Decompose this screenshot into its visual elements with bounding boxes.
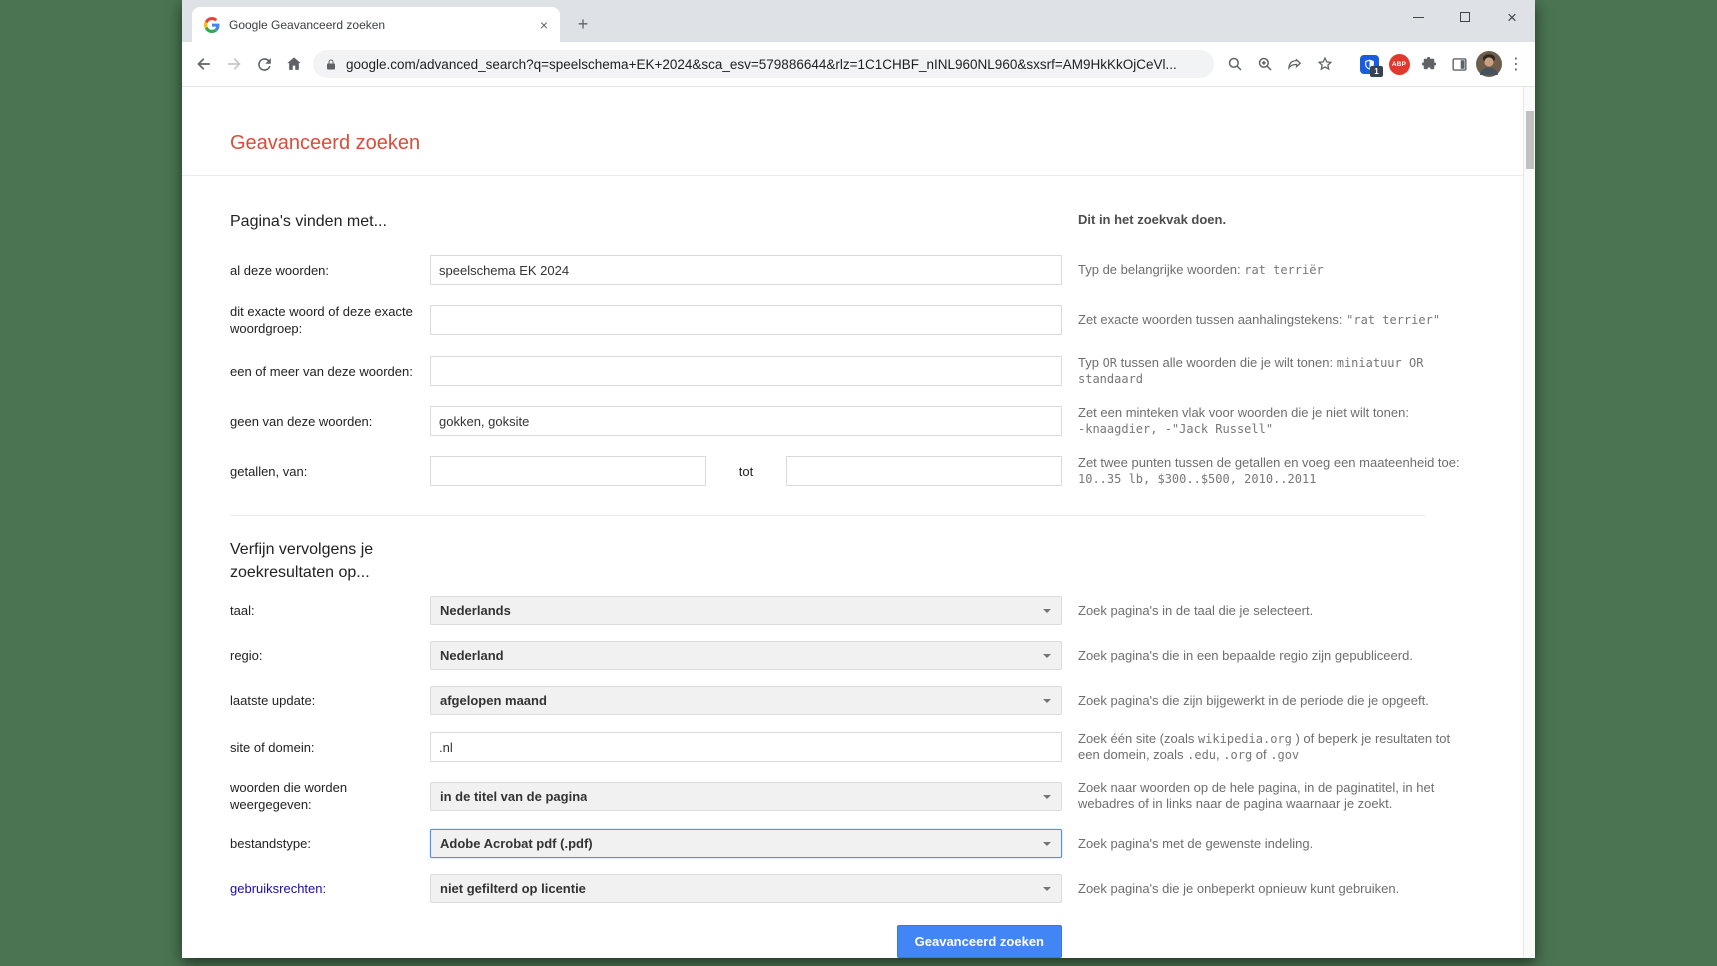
minimize-icon	[1413, 17, 1424, 18]
help-text-part: Zoek pagina's die zijn bijgewerkt in de periode die je opgeeft.	[1078, 692, 1429, 708]
extensions-cluster	[1354, 49, 1528, 79]
form-row-regio	[230, 641, 1471, 670]
refine-section-heading: Verfijn vervolgens je zoekresultaten op...	[230, 541, 374, 581]
form-row-woorden-weergegeven	[230, 779, 1471, 813]
help-text-part: of	[1252, 747, 1271, 762]
help-code: .gov	[1270, 748, 1300, 762]
section-divider	[230, 515, 1425, 516]
form-row-bestandstype	[230, 829, 1471, 858]
tab-title: Google Geavanceerd zoeken	[229, 17, 386, 32]
help-text-part: Zoek pagina's die je onbeperkt opnieuw kunt gebruiken.	[1078, 880, 1400, 896]
side-panel-icon[interactable]	[1444, 49, 1474, 79]
bitwarden-extension-icon[interactable]	[1354, 49, 1384, 79]
input-een-of-meer-woorden[interactable]	[430, 356, 1062, 386]
help-text-part: Zoek pagina's die in een bepaalde regio zijn gepubliceerd.	[1078, 647, 1413, 663]
profile-avatar[interactable]	[1474, 49, 1504, 79]
help-text-bestandstype	[1062, 836, 1471, 852]
help-text-part: Zoek pagina's met de gewenste indeling.	[1078, 835, 1314, 851]
find-section-rows	[230, 255, 1471, 487]
form-row-geen-van-deze-woorden	[230, 405, 1471, 437]
help-code: .org	[1223, 748, 1253, 762]
field-label-regio: regio:	[230, 648, 263, 663]
address-bar[interactable]	[313, 50, 1214, 78]
tab-google-advanced-search[interactable]	[192, 7, 560, 42]
chevron-down-icon	[1043, 609, 1051, 613]
page-header	[182, 87, 1535, 176]
field-label-bestandstype: bestandstype:	[230, 836, 311, 851]
input-al-deze-woorden[interactable]	[430, 255, 1062, 285]
help-text-taal	[1062, 603, 1471, 619]
select-regio[interactable]	[430, 641, 1062, 670]
input-exacte-woordgroep[interactable]	[430, 305, 1062, 335]
field-label-getallen: getallen, van:	[230, 463, 308, 479]
help-text-part: Zet twee punten tussen de getallen en voeg een maateenheid toe:	[1078, 455, 1460, 470]
field-label-laatste-update: laatste update:	[230, 693, 316, 708]
form-row-getallen	[230, 455, 1471, 487]
help-text-getallen	[1062, 455, 1471, 487]
select-bestandstype[interactable]	[430, 829, 1062, 858]
help-text-exacte-woordgroep	[1062, 312, 1471, 328]
field-cell-regio	[430, 641, 1062, 670]
help-text-part: Zoek naar woorden op de hele pagina, in de paginatitel, in het webadres of in links naar de pagina waarnaar je zoekt.	[1078, 780, 1435, 811]
submit-row	[230, 925, 1471, 958]
help-code: wikipedia.org	[1197, 732, 1292, 746]
input-getallen-from[interactable]	[430, 456, 706, 486]
help-text-laatste-update	[1062, 693, 1471, 709]
field-cell-een-of-meer-woorden	[430, 356, 1062, 386]
help-text-part: Zoek één site (zoals	[1078, 731, 1198, 746]
select-value-taal: Nederlands	[440, 603, 511, 618]
chevron-down-icon	[1043, 699, 1051, 703]
refine-section-header	[230, 538, 1471, 584]
refine-section-rows	[230, 596, 1471, 903]
form-row-exacte-woordgroep	[230, 303, 1471, 337]
field-cell-site-of-domein	[430, 732, 1062, 762]
help-text-een-of-meer-woorden	[1062, 355, 1471, 387]
select-laatste-update[interactable]	[430, 686, 1062, 715]
field-cell-bestandstype	[430, 829, 1062, 858]
find-section-heading: Pagina's vinden met...	[230, 213, 387, 230]
help-text-part: ) of beperk je resultaten tot een domein, zoals	[1078, 731, 1451, 762]
field-cell-gebruiksrechten	[430, 874, 1062, 903]
help-text-gebruiksrechten	[1062, 881, 1471, 897]
field-label-geen-van-deze-woorden: geen van deze woorden:	[230, 413, 373, 429]
help-text-al-deze-woorden	[1062, 262, 1471, 278]
chevron-down-icon	[1043, 842, 1051, 846]
field-label-al-deze-woorden: al deze woorden:	[230, 262, 330, 278]
share-icon[interactable]	[1280, 49, 1310, 79]
help-column-heading: Dit in het zoekvak doen.	[1078, 212, 1227, 227]
extension-badge: 1	[1370, 66, 1383, 77]
field-label-taal: taal:	[230, 603, 255, 618]
bookmark-star-icon[interactable]	[1310, 49, 1340, 79]
form-row-taal	[230, 596, 1471, 625]
field-label-een-of-meer-woorden: een of meer van deze woorden:	[230, 363, 413, 379]
help-text-part: Zet exacte woorden tussen aanhalingstekens:	[1078, 312, 1347, 327]
minimize-button[interactable]	[1402, 4, 1434, 30]
range-separator-label: tot	[738, 463, 754, 479]
field-cell-exacte-woordgroep	[430, 305, 1062, 335]
select-taal[interactable]	[430, 596, 1062, 625]
input-site-of-domein[interactable]	[430, 732, 1062, 762]
tab-strip	[182, 0, 1535, 42]
lock-icon	[325, 58, 337, 71]
browser-toolbar	[182, 42, 1535, 87]
vertical-scrollbar[interactable]	[1523, 87, 1535, 958]
help-text-part: ,	[1216, 747, 1224, 762]
help-text-regio	[1062, 648, 1471, 664]
new-tab-button[interactable]: +	[577, 13, 589, 34]
help-text-part: Zoek pagina's in de taal die je selecteert.	[1078, 602, 1314, 618]
field-label-exacte-woordgroep: dit exacte woord of deze exacte woordgroep:	[230, 304, 413, 336]
advanced-search-form	[182, 210, 1535, 958]
help-text-part: tussen alle woorden die je wilt tonen:	[1117, 355, 1337, 370]
field-cell-geen-van-deze-woorden	[430, 406, 1062, 436]
select-value-gebruiksrechten: niet gefilterd op licentie	[440, 881, 586, 896]
field-cell-al-deze-woorden	[430, 255, 1062, 285]
input-getallen-to[interactable]	[786, 456, 1062, 486]
adblock-plus-extension-icon[interactable]	[1384, 49, 1414, 79]
help-text-part: Zet een minteken vlak voor woorden die je niet wilt tonen:	[1078, 405, 1409, 420]
select-woorden-weergegeven[interactable]	[430, 782, 1062, 811]
find-section-header	[230, 210, 1471, 233]
field-cell-getallen	[430, 456, 1062, 486]
number-range-fields	[430, 456, 1062, 486]
field-cell-laatste-update	[430, 686, 1062, 715]
help-text-geen-van-deze-woorden	[1062, 405, 1471, 437]
form-row-gebruiksrechten	[230, 874, 1471, 903]
browser-window	[182, 0, 1535, 958]
window-controls	[1402, 4, 1528, 30]
page-content	[182, 87, 1535, 958]
select-value-regio: Nederland	[440, 648, 504, 663]
zoom-in-icon[interactable]	[1250, 49, 1280, 79]
maximize-icon	[1460, 12, 1470, 22]
chevron-down-icon	[1043, 887, 1051, 891]
help-code: .edu	[1187, 748, 1217, 762]
reload-button[interactable]	[249, 49, 279, 79]
help-code: rat terriër	[1244, 263, 1324, 277]
google-favicon-icon	[204, 17, 220, 33]
browser-menu-kebab-icon[interactable]: ⋮	[1508, 56, 1524, 73]
select-value-laatste-update: afgelopen maand	[440, 693, 547, 708]
help-text-woorden-weergegeven	[1062, 780, 1471, 812]
form-row-een-of-meer-woorden	[230, 355, 1471, 387]
url-text: google.com/advanced_search?q=speelschema+EK+2024&sca_esv=579886644&rlz=1C1CHBF_nINL960NL960&sxsrf=AM9HkKkOjCeVl...	[346, 56, 1177, 72]
chevron-down-icon	[1043, 654, 1051, 658]
select-value-woorden-weergegeven: in de titel van de pagina	[440, 788, 588, 804]
help-code: -knaagdier, -"Jack Russell"	[1078, 422, 1274, 436]
select-value-bestandstype: Adobe Acrobat pdf (.pdf)	[440, 836, 593, 851]
scrollbar-thumb[interactable]	[1526, 111, 1534, 169]
maximize-button[interactable]	[1449, 4, 1481, 30]
help-text-site-of-domein	[1062, 731, 1471, 763]
form-row-laatste-update	[230, 686, 1471, 715]
help-code: 10..35 lb, $300..$500, 2010..2011	[1078, 472, 1317, 486]
field-label-gebruiksrechten[interactable]: gebruiksrechten:	[230, 881, 327, 896]
form-row-site-of-domein	[230, 731, 1471, 763]
back-button[interactable]	[189, 49, 219, 79]
help-code: miniatuur OR standaard	[1078, 356, 1424, 386]
page-title: Geavanceerd zoeken	[230, 132, 421, 154]
form-row-al-deze-woorden	[230, 255, 1471, 285]
help-code: OR	[1102, 356, 1118, 370]
search-icon[interactable]	[1220, 49, 1250, 79]
field-label-site-of-domein: site of domein:	[230, 739, 315, 755]
extensions-puzzle-icon[interactable]	[1414, 49, 1444, 79]
home-button[interactable]	[279, 49, 309, 79]
forward-button[interactable]	[219, 49, 249, 79]
help-code: "rat terrier"	[1346, 313, 1441, 327]
select-gebruiksrechten[interactable]	[430, 874, 1062, 903]
close-icon: ×	[1507, 7, 1517, 27]
abp-logo: ABP	[1389, 54, 1410, 75]
help-text-part: Typ	[1078, 355, 1103, 370]
field-cell-woorden-weergegeven	[430, 782, 1062, 811]
tab-close-icon[interactable]: ×	[539, 16, 549, 33]
input-geen-van-deze-woorden[interactable]	[430, 406, 1062, 436]
help-text-part: Typ de belangrijke woorden:	[1078, 262, 1245, 277]
field-label-woorden-weergegeven: woorden die worden weergegeven:	[230, 780, 348, 812]
close-button[interactable]	[1496, 4, 1528, 30]
chevron-down-icon	[1043, 795, 1051, 799]
advanced-search-submit-button[interactable]: Geavanceerd zoeken	[897, 925, 1062, 958]
field-cell-taal	[430, 596, 1062, 625]
